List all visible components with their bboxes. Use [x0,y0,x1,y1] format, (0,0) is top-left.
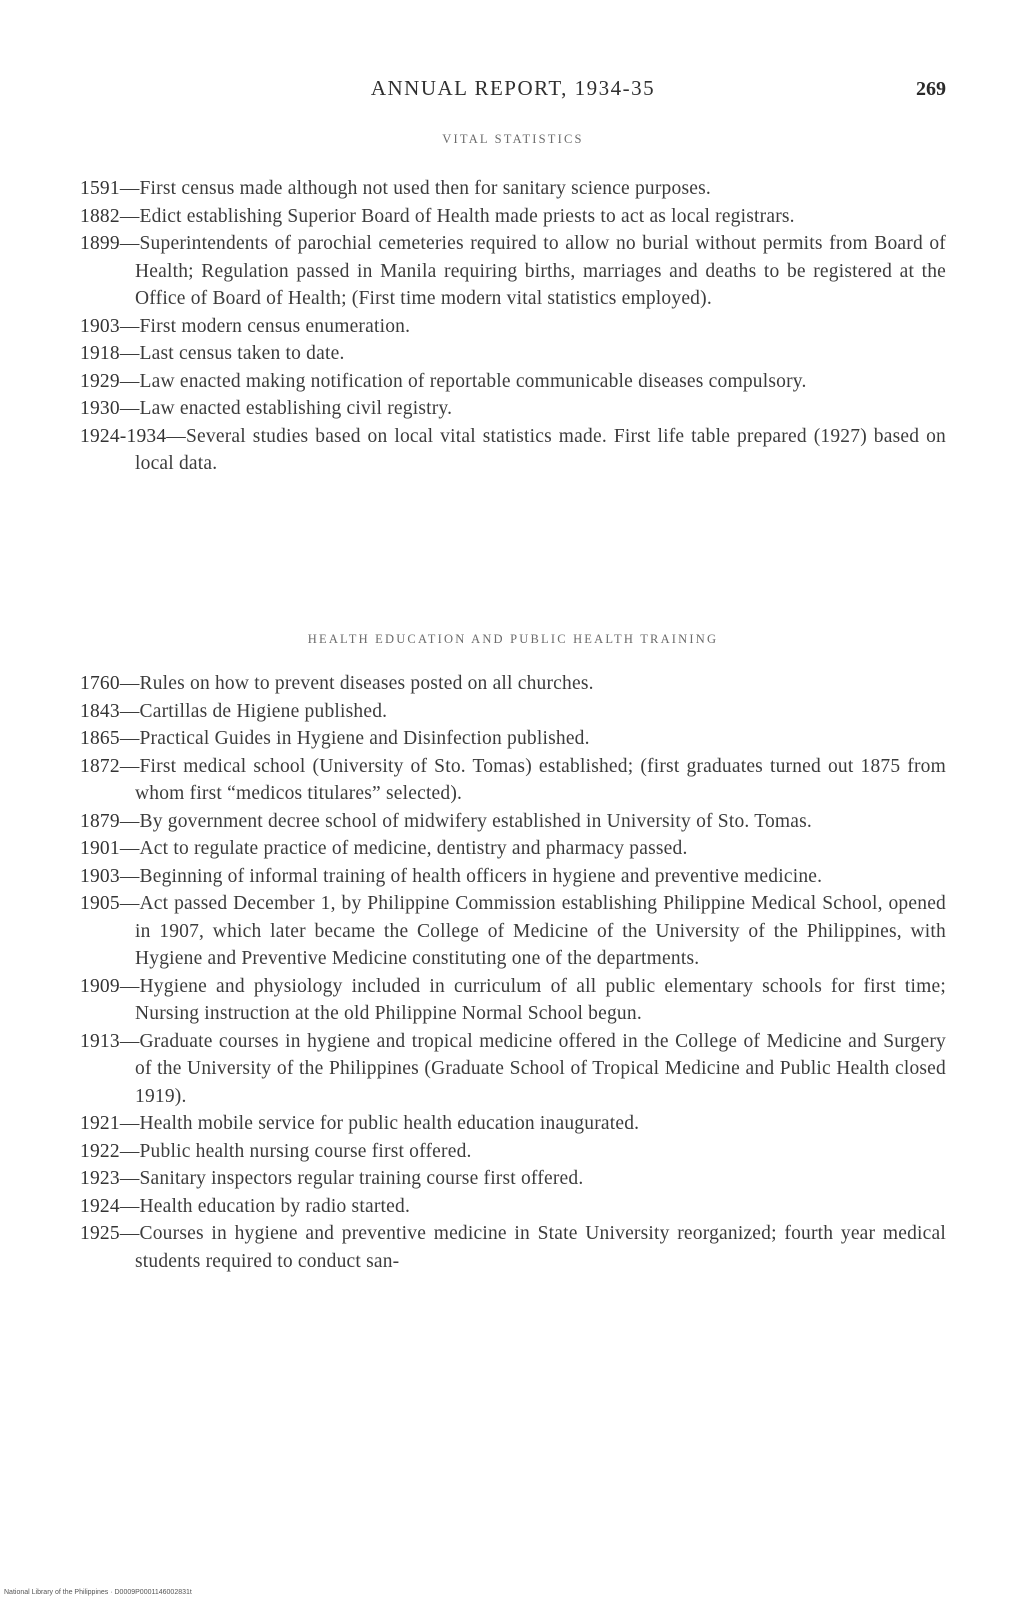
running-header [80,76,946,106]
entry-year: 1899 [80,233,120,254]
entry-text: Courses in hygiene and preventive medicine in State University reorganized; fourth year medical students required to conduct san- [135,1223,946,1272]
entry-year: 1865 [80,728,120,749]
entry-text: Law enacted making notification of reportable communicable diseases compulsory. [139,370,807,392]
entry-year: 1901 [80,838,120,859]
entry-text: Hygiene and physiology included in curriculum of all public elementary schools for first time; Nursing instruction at the old Philippine Normal School begun. [135,975,946,1024]
entry-text: Practical Guides in Hygiene and Disinfection published. [139,728,590,749]
list-item: 1925—Courses in hygiene and preventive medicine in State University reorganized; fourth year medical students required to conduct san- [80,1223,946,1272]
entry-text: Health education by radio started. [139,1195,411,1217]
list-item: 1921—Health mobile service for public health education inaugurated. [80,1113,640,1134]
list-item: 1905—Act passed December 1, by Philippine Commission establishing Philippine Medical School, opened in 1907, which later became the College of Medicine of the University of the Philippines, with Hygiene and Preventive Medicine constituting one of the departments. [80,893,946,969]
list-item: 1882—Edict establishing Superior Board of Health made priests to act as local registrars. [80,205,795,227]
entry-text: First census made although not used then for sanitary science purposes. [139,178,711,199]
entry-year: 1843 [80,700,120,722]
entry-year: 1905 [80,893,120,914]
entry-year: 1930 [80,398,120,419]
entry-text: Sanitary inspectors regular training course first offered. [139,1168,584,1189]
section-heading-vital-statistics: VITAL STATISTICS [442,132,584,146]
entry-year: 1921 [80,1113,120,1134]
entry-year: 1882 [80,205,120,227]
page-number: 269 [916,78,946,100]
entry-year: 1760 [80,673,120,694]
list-item: 1760—Rules on how to prevent diseases posted on all churches. [80,673,594,694]
list-item: 1872—First medical school (University of Sto. Tomas) established; (first graduates turned out 1875 from whom first “medicos titulares” selected). [80,755,946,804]
entry-text: By government decree school of midwifery established in University of Sto. Tomas. [139,810,812,832]
entry-text: Graduate courses in hygiene and tropical medicine offered in the College of Medicine and Surgery of the University of the Philippines (Graduate School of Tropical Medicine and Public Health closed 1919). [135,1030,946,1107]
entry-text: First medical school (University of Sto. Tomas) established; (first graduates turned out 1875 from whom first “medicos titulares” selected). [135,755,946,804]
entry-text: Several studies based on local vital statistics made. First life table prepared (1927) based on local data. [135,425,946,474]
list-item: 1924-1934—Several studies based on local vital statistics made. First life table prepared (1927) based on local data. [80,425,946,474]
entry-year: 1909 [80,975,120,997]
health-education-list [80,670,946,1275]
entry-text: Public health nursing course first offered. [139,1140,472,1162]
list-item: 1901—Act to regulate practice of medicine, dentistry and pharmacy passed. [80,838,688,859]
section-heading-health-education: HEALTH EDUCATION AND PUBLIC HEALTH TRAINING [307,632,719,646]
entry-text: Beginning of informal training of health officers in hygiene and preventive medicine. [139,865,823,887]
list-item: 1930—Law enacted establishing civil registry. [80,398,453,419]
entry-year: 1929 [80,370,120,392]
list-item: 1909—Hygiene and physiology included in curriculum of all public elementary schools for first time; Nursing instruction at the old Philippine Normal School begun. [80,975,946,1024]
entry-text: Act passed December 1, by Philippine Commission establishing Philippine Medical School, opened in 1907, which later became the College of Medicine of the University of the Philippines, with Hygiene and Preventive Medicine constituting one of the departments. [135,893,946,969]
entry-text: Superintendents of parochial cemeteries required to allow no burial without permits from Board of Health; Regulation passed in Manila requiring births, marriages and deaths to be registered at the Office of Board of Health; (First time modern vital statistics employed). [135,233,946,309]
list-item: 1879—By government decree school of midwifery established in University of Sto. Tomas. [80,810,812,832]
entry-year: 1913 [80,1030,120,1052]
list-item: 1922—Public health nursing course first offered. [80,1140,472,1162]
footer-credit: National Library of the Philippines · D0009P0001146002831t [4,1589,192,1596]
list-item: 1865—Practical Guides in Hygiene and Disinfection published. [80,728,590,749]
entry-year: 1879 [80,810,120,832]
list-item: 1899—Superintendents of parochial cemeteries required to allow no burial without permits from Board of Health; Regulation passed in Manila requiring births, marriages and deaths to be registered at the Office of Board of Health; (First time modern vital statistics employed). [80,233,946,309]
entry-year: 1918 [80,343,120,364]
entry-text: Edict establishing Superior Board of Health made priests to act as local registrars. [139,205,795,227]
running-title: ANNUAL REPORT, 1934-35 [370,76,656,100]
entry-year: 1903 [80,865,120,887]
entry-text: Law enacted establishing civil registry. [139,398,453,419]
list-item: 1929—Law enacted making notification of reportable communicable diseases compulsory. [80,370,807,392]
entry-text: Rules on how to prevent diseases posted on all churches. [139,673,594,694]
entry-year: 1924 [80,1195,120,1217]
list-item: 1903—First modern census enumeration. [80,315,411,337]
entry-text: Health mobile service for public health education inaugurated. [139,1113,640,1134]
entry-year: 1903 [80,315,120,337]
entry-text: Act to regulate practice of medicine, dentistry and pharmacy passed. [139,838,688,859]
entry-year: 1591 [80,178,120,199]
entry-text: Cartillas de Higiene published. [139,700,388,722]
entry-year: 1922 [80,1140,120,1162]
entry-year: 1925 [80,1223,120,1244]
entry-year: 1923 [80,1168,120,1189]
entry-text: Last census taken to date. [139,343,345,364]
list-item: 1918—Last census taken to date. [80,343,345,364]
vital-statistics-list [80,175,946,478]
entry-year: 1924-1934 [80,425,167,447]
entry-year: 1872 [80,755,120,777]
list-item: 1924—Health education by radio started. [80,1195,411,1217]
list-item: 1923—Sanitary inspectors regular training course first offered. [80,1168,584,1189]
entry-text: First modern census enumeration. [139,315,411,337]
list-item: 1903—Beginning of informal training of health officers in hygiene and preventive medicine. [80,865,823,887]
list-item: 1913—Graduate courses in hygiene and tropical medicine offered in the College of Medicine and Surgery of the University of the Philippines (Graduate School of Tropical Medicine and Public Health closed 1919). [80,1030,946,1107]
list-item: 1843—Cartillas de Higiene published. [80,700,388,722]
list-item: 1591—First census made although not used then for sanitary science purposes. [80,178,711,199]
